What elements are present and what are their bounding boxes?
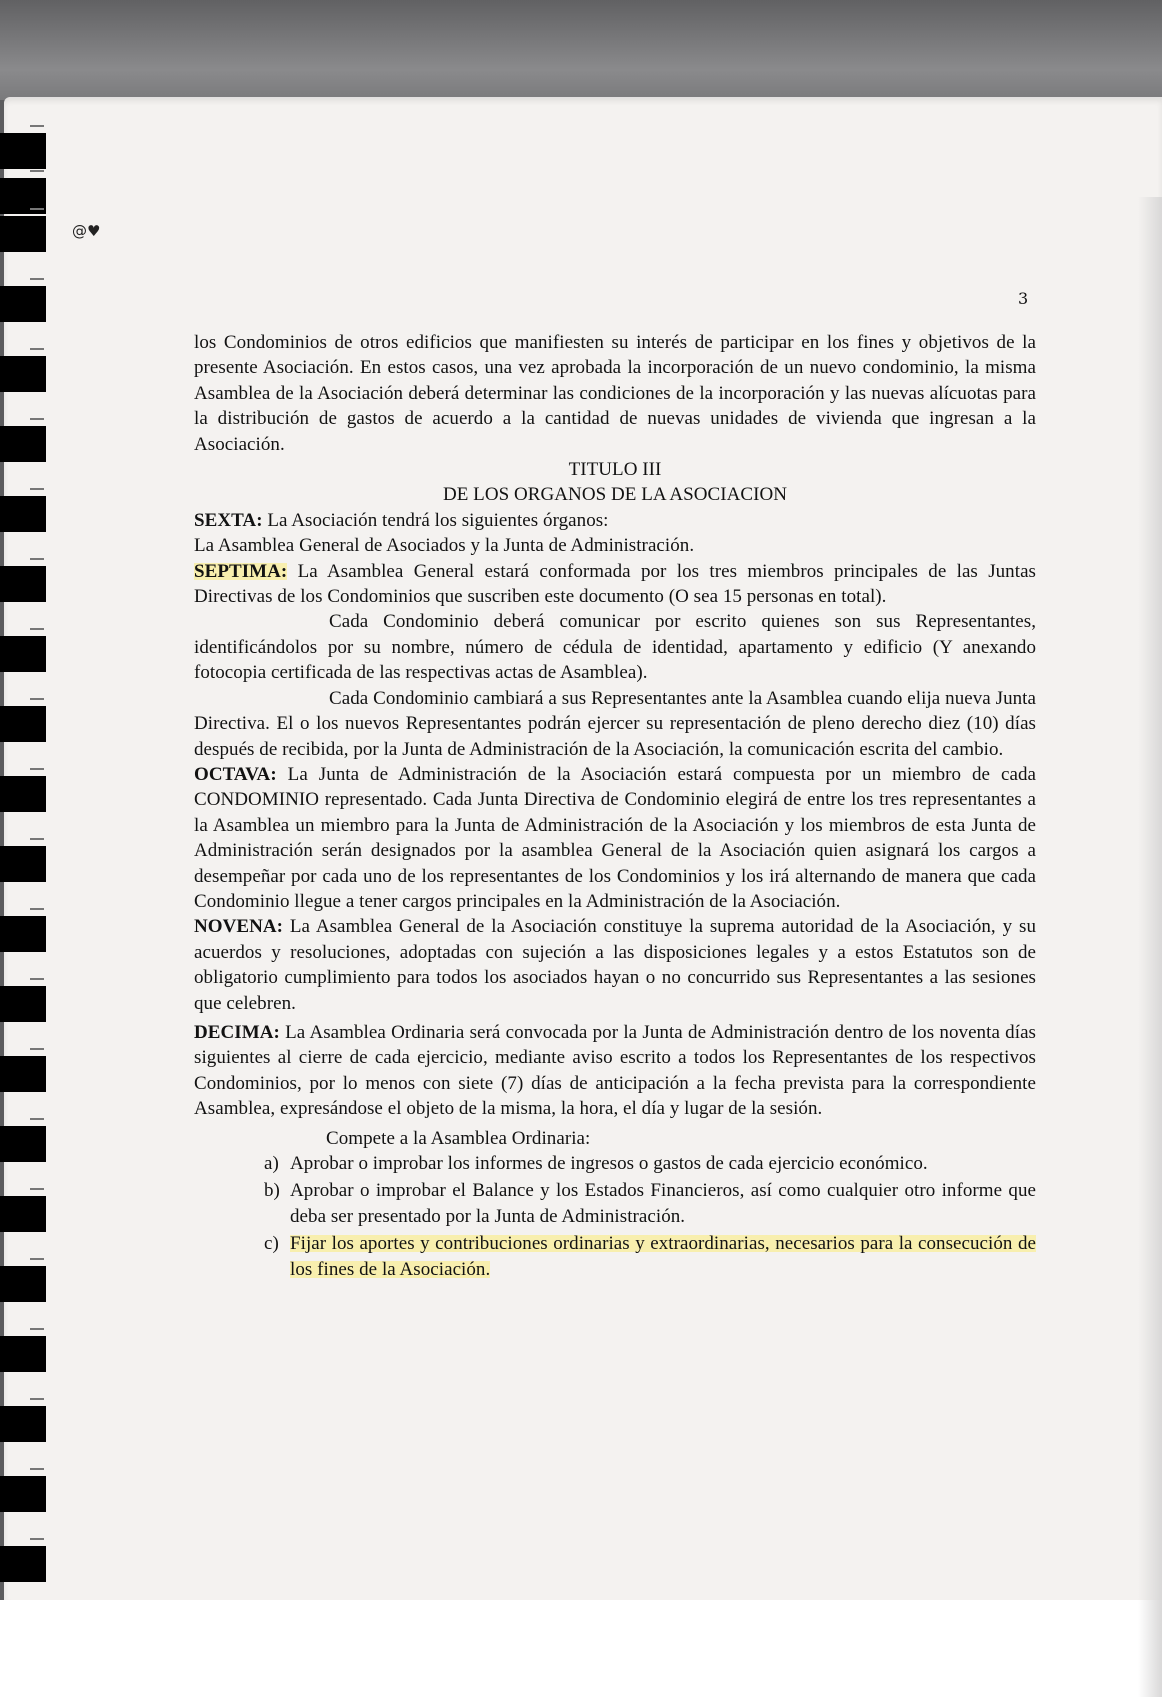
clause-text: La Asamblea General estará conformada por los tres miembros principales de las Juntas Directivas de los Condominios que suscriben este documento (O sea 15 personas en total). [194,560,1036,608]
binder-hole [0,216,46,252]
clause-label: SEXTA: [194,509,263,531]
list-item-text: Aprobar o improbar los informes de ingresos o gastos de cada ejercicio económico. [290,1153,928,1174]
page-number: 3 [1018,289,1029,308]
list-item-label: b) [264,1180,280,1202]
binder-hole [0,1126,46,1162]
section-subtitle: DE LOS ORGANOS DE LA ASOCIACION [442,484,788,506]
list-item-text: Aprobar o improbar el Balance y los Estados Financieros, así como cualquier otro informe que deba ser presentado por la Junta de Administración. [290,1180,1036,1227]
compete-heading: Compete a la Asamblea Ordinaria: [326,1127,591,1149]
binder-hole [0,286,46,322]
section-title: TITULO III [568,459,662,481]
clause-decima [194,1020,1036,1122]
clause-label: DECIMA: [194,1021,280,1043]
binder-hole [0,916,46,952]
binder-hole [0,496,46,532]
clause-septima-p2: Cada Condominio deberá comunicar por escrito quienes son sus Representantes, identificándolos por su nombre, número de cédula de identidad, apartamento y edificio (Y anexando fotocopia certificada de las respectivas actas de Asamblea). [194,611,1036,684]
page-right-edge-shading [1138,197,1162,1697]
clause-sexta [194,508,1036,533]
clause-text: La Junta de Administración de la Asociación estará compuesta por un miembro de cada CONDOMINIO representado. Cada Junta Directiva de Condominio elegirá de entre los tres representantes a la Asamblea un miembro para la Junta de Administración de la Asociación y los miembros de esta Junta de Administración serán designados por la asamblea General de la Asociación quien asignará los cargos a desempeñar por cada uno de los representantes de los Condominios y los irá alternando de manera que cada Condominio llegue a tener cargos principales en la Administración de la Asociación. [194,763,1036,912]
clause-novena [194,914,1036,1016]
clause-text: La Asamblea General de la Asociación constituye la suprema autoridad de la Asociación, y su acuerdos y resoluciones, adoptadas con sujeción a las disposiciones legales y a estos Estatutos son de obligatorio cumplimiento para todos los asociados hayan o no concurrido sus Representantes a las sesiones que celebren. [194,916,1036,1014]
clause-label: SEPTIMA: [194,560,288,582]
clause-septima [194,559,1036,610]
binder-hole [0,636,46,672]
binder-hole [0,1266,46,1302]
clause-sexta-line2: La Asamblea General de Asociados y la Junta de Administración. [194,535,695,557]
clause-label: NOVENA: [194,916,284,938]
margin-handwritten-mark: @♥ [72,222,101,240]
binder-hole [0,776,46,812]
binder-hole [0,426,46,462]
binder-hole [0,1546,46,1582]
binder-hole [0,986,46,1022]
list-item-text: Fijar los aportes y contribuciones ordinarias y extraordinarias, necesarios para la consecución de los fines de la Asociación. [290,1233,1036,1280]
binder-hole [0,846,46,882]
scanner-lid-shadow [0,0,1162,100]
binder-hole [0,1336,46,1372]
list-item [194,1178,1036,1229]
list-item [194,1231,1036,1282]
binder-hole [0,1476,46,1512]
binder-hole [0,1196,46,1232]
ordinary-assembly-list [194,1151,1036,1282]
clause-text: La Asamblea Ordinaria será convocada por la Junta de Administración dentro de los noventa días siguientes al cierre de cada ejercicio, mediante aviso escrito a todos los Representantes de los respectivos Condominios, por lo menos con siete (7) días de anticipación a la fecha prevista para la correspondiente Asamblea, expresándose el objeto de la misma, la hora, el día y lugar de la sesión. [194,1021,1036,1120]
binder-hole [0,133,46,169]
list-item-label: c) [264,1233,279,1255]
binder-hole [0,566,46,602]
clause-octava [194,762,1036,914]
clause-septima-p3: Cada Condominio cambiará a sus Representantes ante la Asamblea cuando elija nueva Junta Directiva. El o los nuevos Representantes podrán ejercer su representación de pleno derecho diez (10) días después de recibida, por la Junta de Administración de la Asociación, la comunicación escrita del cambio. [194,687,1036,760]
binder-hole [0,1056,46,1092]
list-item [194,1151,1036,1176]
paragraph-continuation: los Condominios de otros edificios que manifiesten su interés de participar en los fines y objetivos de la presente Asociación. En estos casos, una vez aprobada la incorporación de un nuevo condominio, la misma Asamblea de la Asociación deberá determinar las condiciones de la incorporación y las nuevas alícuotas para la distribución de gastos de acuerdo a la cantidad de nuevas unidades de vivienda que ingresan a la Asociación. [194,332,1036,455]
binder-hole [0,706,46,742]
clause-label: OCTAVA: [194,763,277,785]
list-item-label: a) [264,1153,279,1174]
binder-hole [0,1406,46,1442]
binder-hole [0,356,46,392]
document-body [194,330,1036,1282]
clause-text: La Asociación tendrá los siguientes órganos: [262,509,609,531]
